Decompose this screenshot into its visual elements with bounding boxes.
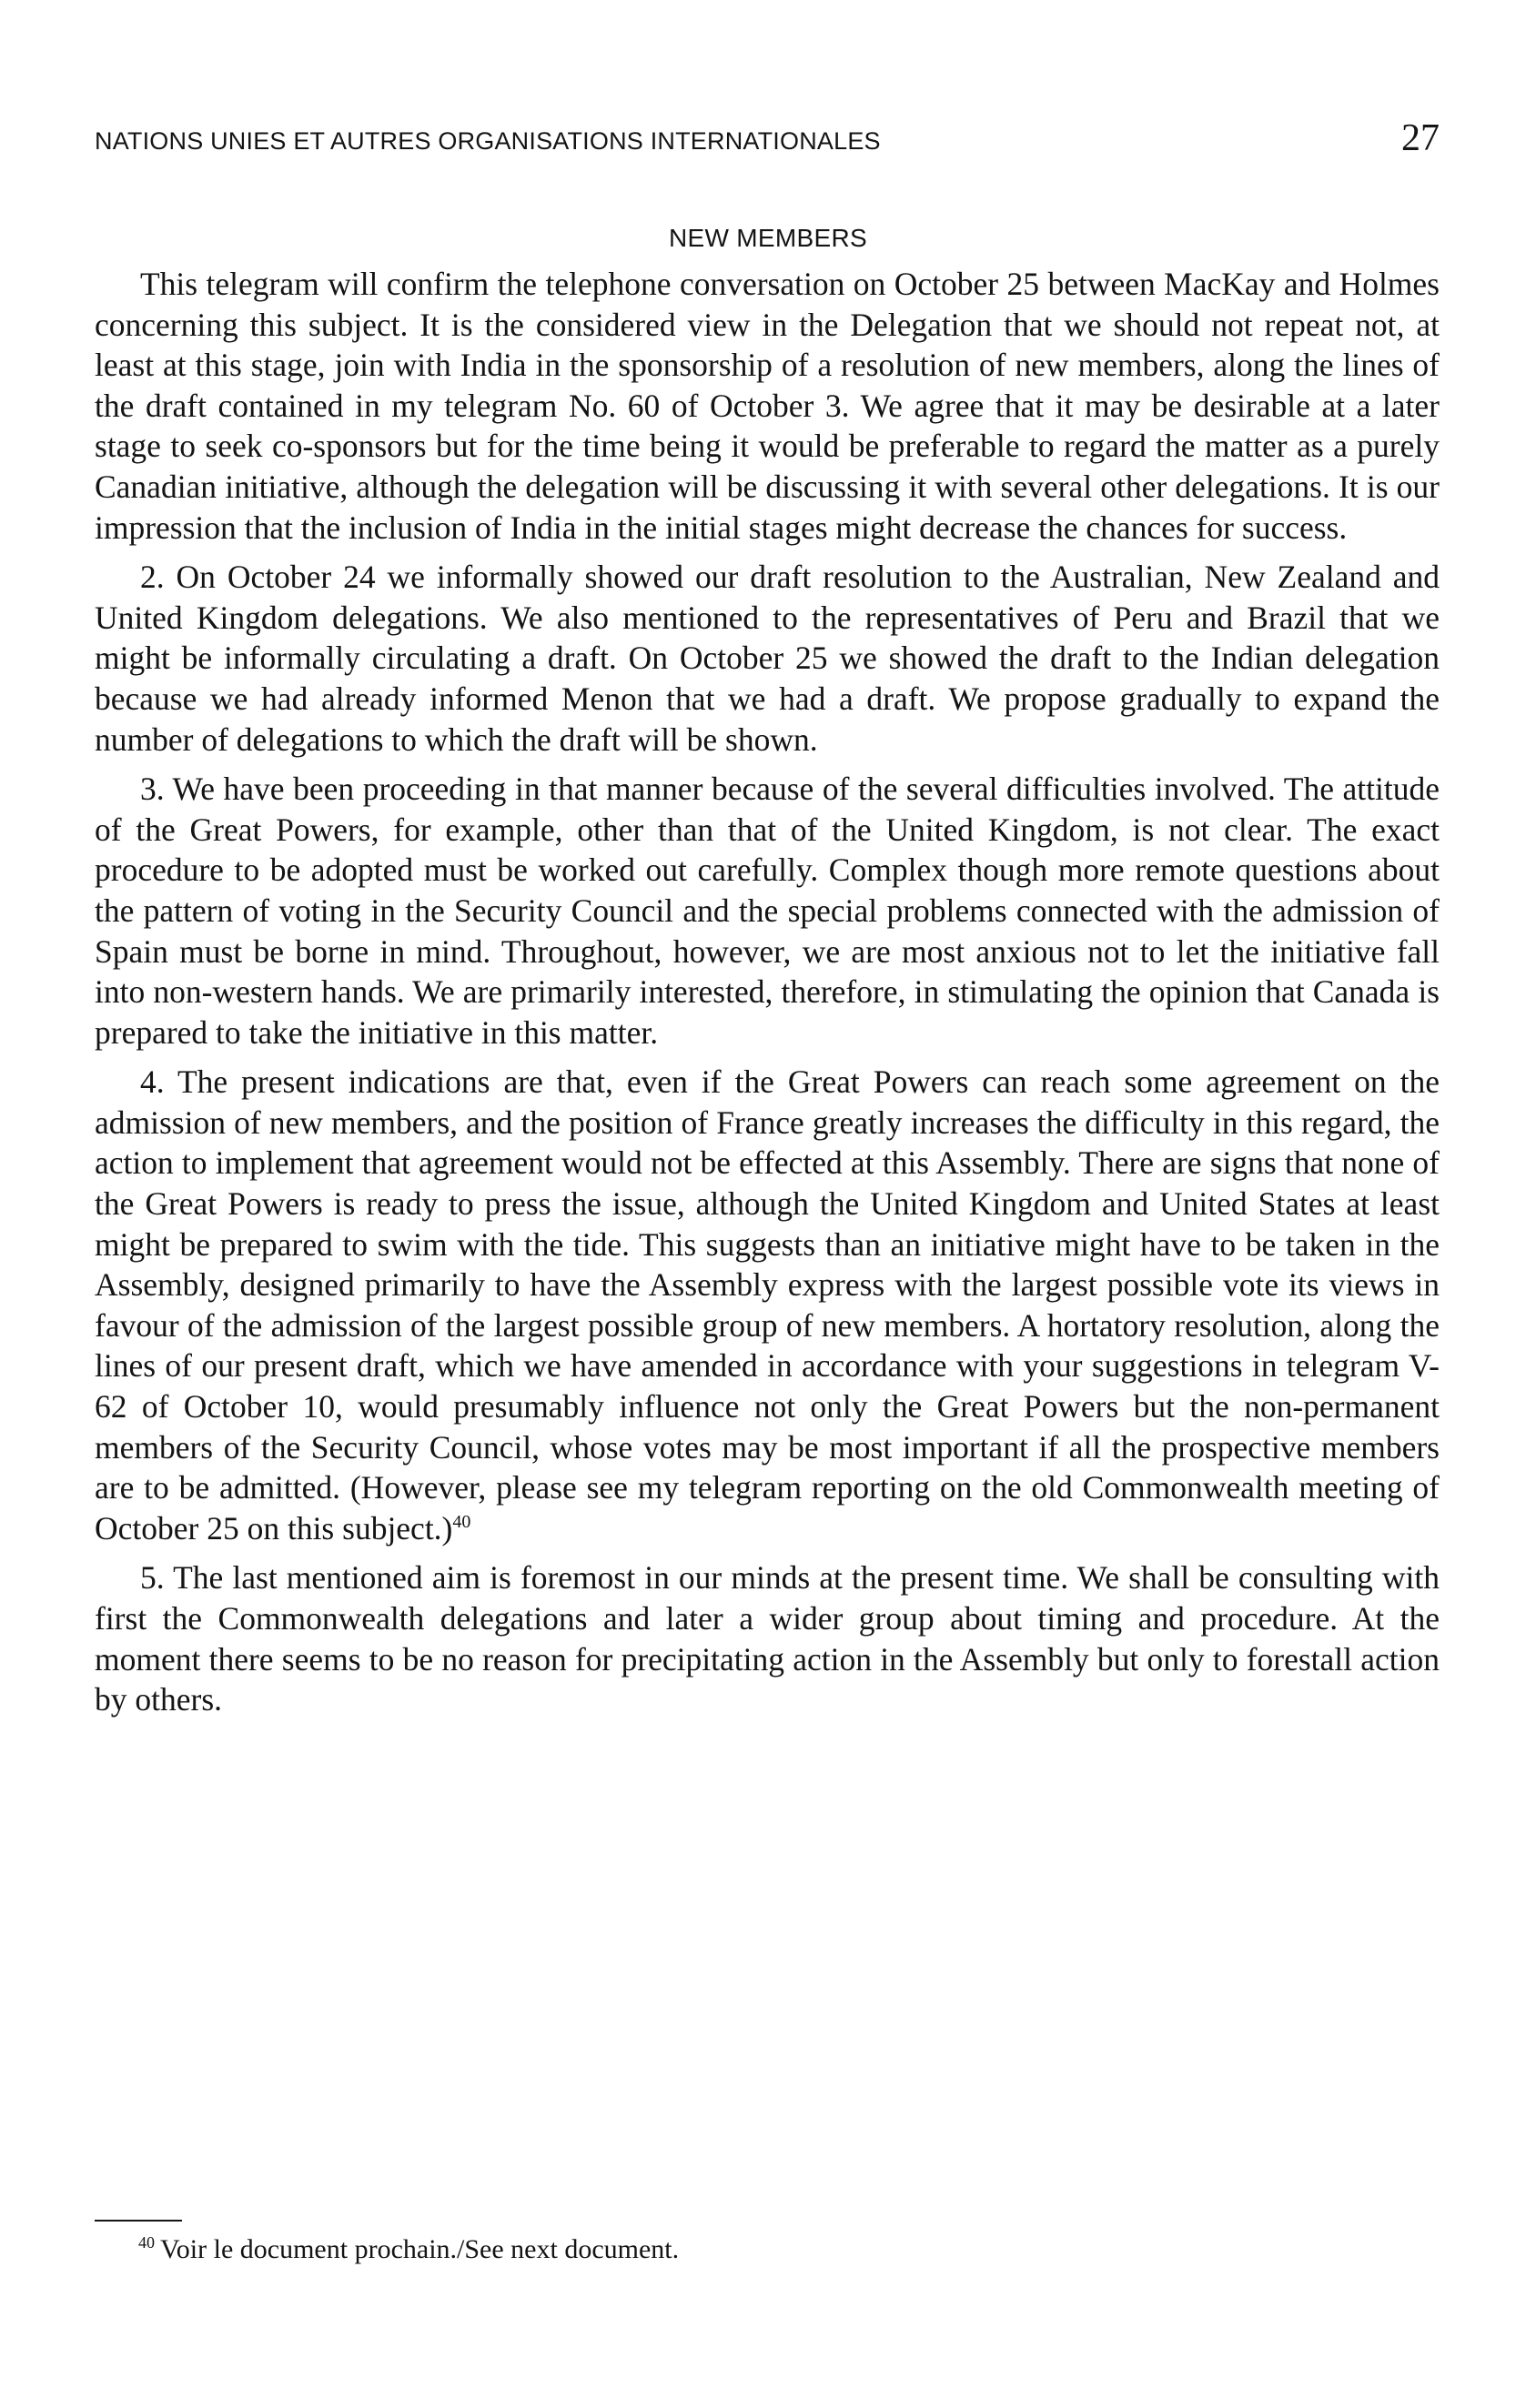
paragraph-3-text: 3. We have been proceeding in that manner because of the several difficulties involved. The attitude of the Great Powers, for example, other than that of the United Kingdom, is not clear. The exact procedure to be adopted must be worked out carefully. Complex though more remote questions about the pattern of voting in the Security Council and the special problems connected with the admission of Spain must be borne in mind. Throughout, however, we are most anxious not to let the initiative fall into non-western hands. We are primarily interested, therefore, in stimulating the opinion that Canada is prepared to take the initiative in this matter. [95,771,1440,1051]
paragraph-1 [95,264,1440,548]
paragraph-4-text: 4. The present indications are that, even if the Great Powers can reach some agreement on the admission of new members, and the position of France greatly increases the difficulty in this regard, the action to implement that agreement would not be effected at this Assembly. There are signs that none of the Great Powers is ready to press the issue, although the United Kingdom and United States at least might be prepared to swim with the tide. This suggests than an initiative might have to be taken in the Assembly, designed primarily to have the Assembly express with the largest possible vote its views in favour of the admission of the largest possible group of new members. A hortatory resolution, along the lines of our present draft, which we have amended in accordance with your suggestions in telegram V-62 of October 10, would presumably influence not only the Great Powers but the non-permanent members of the Security Council, whose votes may be most important if all the prospective members are to be admitted. (However, please see my telegram reporting on the old Commonwealth meeting of October 25 on this subject.) [95,1063,1440,1547]
running-title: NATIONS UNIES ET AUTRES ORGANISATIONS INTERNATIONALES [95,127,881,155]
footnote [138,2234,679,2265]
footnote-reference[interactable]: 40 [452,1511,471,1532]
paragraph-2 [95,557,1440,760]
paragraph-5 [95,1557,1440,1719]
running-header [95,115,1440,169]
paragraph-1-text: This telegram will confirm the telephone conversation on October 25 between MacKay and Holmes concerning this subject. It is the considered view in the Delegation that we should not repeat not, at least at this stage, join with India in the sponsorship of a resolution of new members, along the lines of the draft contained in my telegram No. 60 of October 3. We agree that it may be desirable at a later stage to seek co-sponsors but for the time being it would be preferable to regard the matter as a purely Canadian initiative, although the delegation will be discussing it with several other delegations. It is our impression that the inclusion of India in the initial stages might decrease the chances for success. [95,266,1440,546]
page-number: 27 [1401,117,1440,159]
paragraph-2-text: 2. On October 24 we informally showed our draft resolution to the Australian, New Zealand and United Kingdom delegations. We also mentioned to the representatives of Peru and Brazil that we might be informally circulating a draft. On October 25 we showed the draft to the Indian delegation because we had already informed Menon that we had a draft. We propose gradually to expand the number of delegations to which the draft will be shown. [95,559,1440,758]
footnote-text: Voir le document prochain./See next document. [160,2234,680,2264]
paragraph-5-text: 5. The last mentioned aim is foremost in our minds at the present time. We shall be consulting with first the Commonwealth delegations and later a wider group about timing and procedure. At the moment there seems to be no reason for precipitating action in the Assembly but only to forestall action by others. [95,1559,1440,1718]
footnote-marker: 40 [138,2233,155,2252]
paragraph-3 [95,769,1440,1053]
body-text [95,264,1440,1729]
section-title: NEW MEMBERS [669,224,867,252]
footnote-divider [95,2220,182,2222]
paragraph-4 [95,1062,1440,1548]
